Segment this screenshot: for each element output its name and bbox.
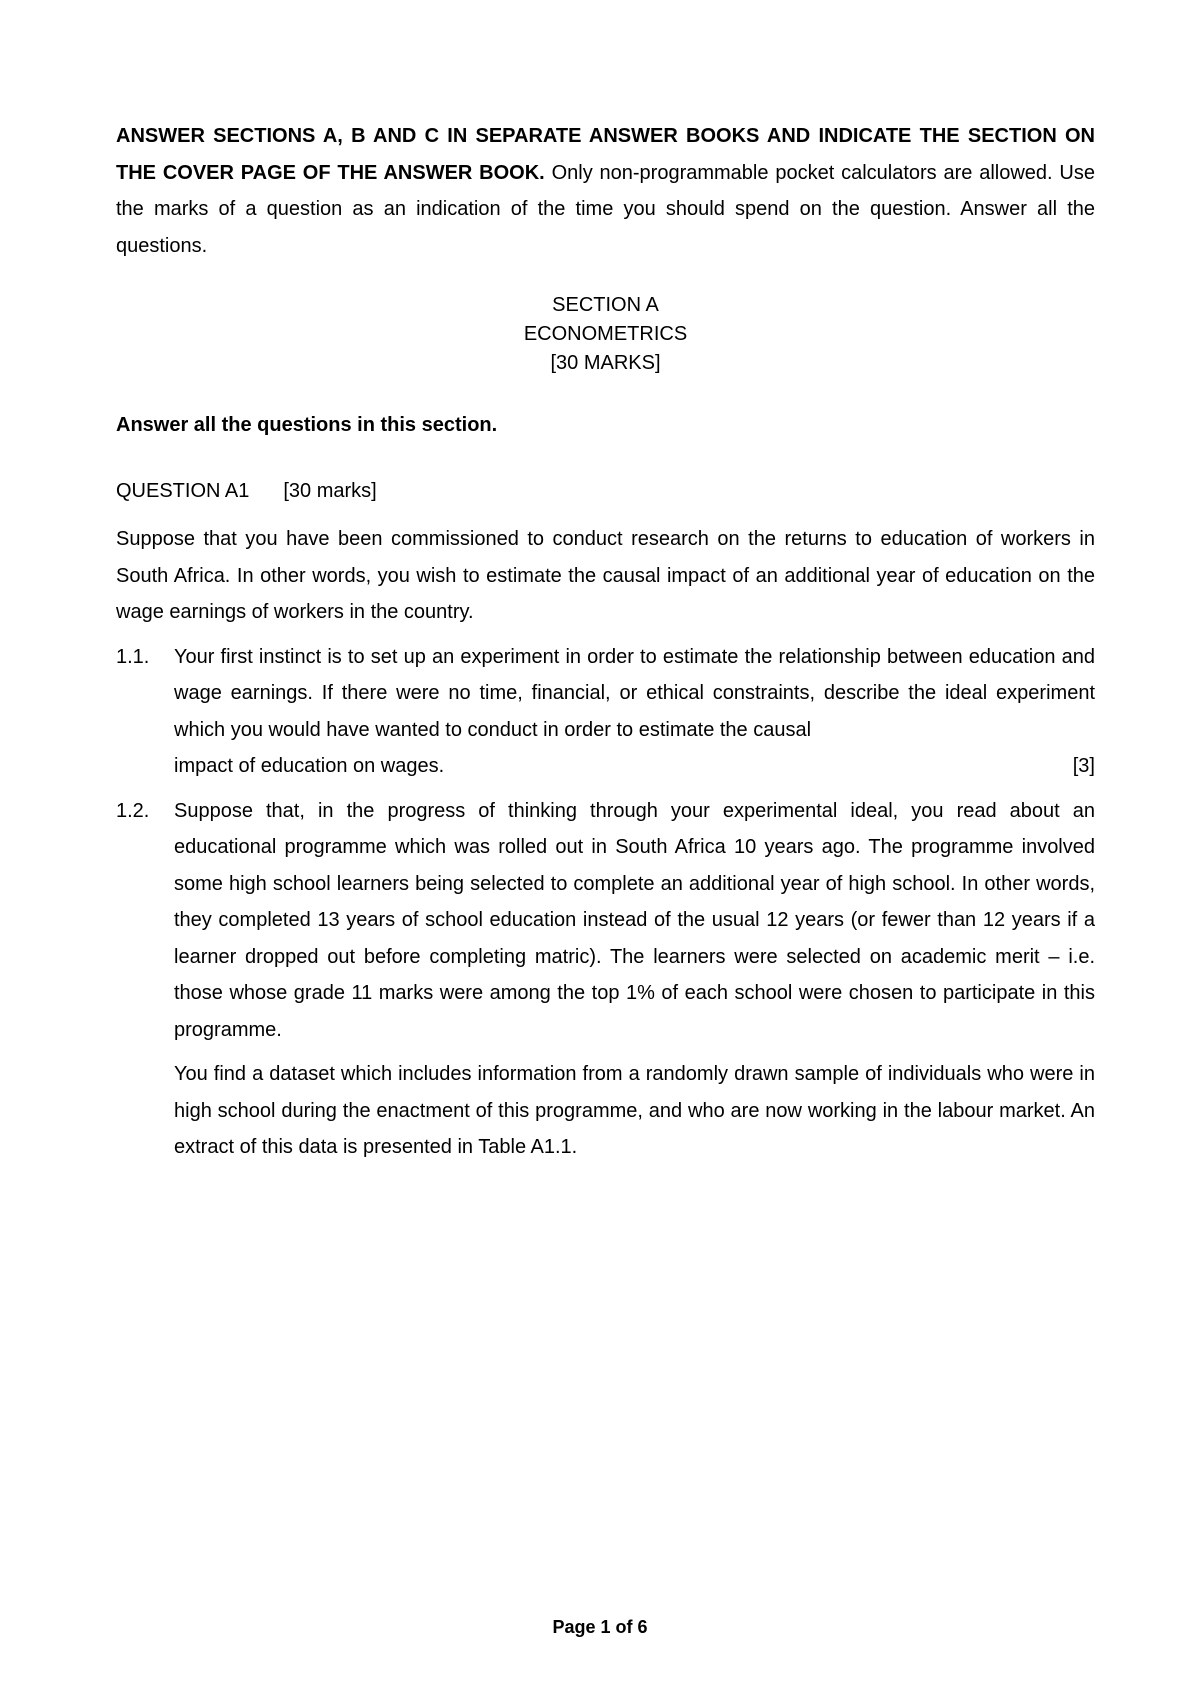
item-number: 1.2. [116,799,150,822]
question-item [116,639,1095,785]
section-subject: ECONOMETRICS [523,323,688,345]
item-body [174,639,1095,785]
item-marks: [3] [1072,755,1095,777]
item-number: 1.1. [116,645,150,668]
page-number: Page 1 of 6 [552,1617,648,1637]
item-body [174,793,1095,1166]
question-item [116,793,1095,1166]
question-heading [116,473,1095,510]
section-label: SECTION A [552,294,659,316]
instructions-regular-text: Only non-programmable pocket calculators are allowed. Use the marks of a question as an indication of the time you should spend on the question. Answer all the questions. [116,161,1095,257]
item-mark-line [174,748,1095,785]
item-paragraph: Suppose that, in the progress of thinking through your experimental ideal, you read about an educational programme which was rolled out in South Africa 10 years ago. The programme involved some high school learners being selected to complete an additional year of high school. In other words, they completed 13 years of school education instead of the usual 12 years (or fewer than 12 years if a learner dropped out before completing matric). The learners were selected on academic merit – i.e. those whose grade 11 marks were among the top 1% of each school were chosen to participate in this programme. [174,799,1095,1041]
instructions-bold-text: ANSWER SECTIONS A, B AND C IN SEPARATE ANSWER BOOKS AND INDICATE THE SECTION ON THE COVER PAGE OF THE ANSWER BOOK. [116,125,1095,184]
question-marks: [30 marks] [283,479,377,502]
question-intro: Suppose that you have been commissioned to conduct research on the returns to education of workers in South Africa. In other words, you wish to estimate the causal impact of an additional year of education on the wage earnings of workers in the country. [116,528,1095,623]
section-marks: [30 MARKS] [550,352,661,374]
item-paragraph: You find a dataset which includes information from a randomly drawn sample of individuals who were in high school during the enactment of this programme, and who are now working in the labour market. An extract of this data is presented in Table A1.1. [174,1063,1095,1158]
page-content [116,118,1095,1174]
item-text: Your first instinct is to set up an experiment in order to estimate the relationship between education and wage earnings. If there were no time, financial, or ethical constraints, describe the ideal experiment which you would have wanted to conduct in order to estimate the causal [174,645,1095,741]
question-number: QUESTION A1 [116,479,250,502]
item-last-line: impact of education on wages. [174,755,445,777]
section-heading [116,291,1095,378]
answer-all-instruction: Answer all the questions in this section. [116,414,498,436]
exam-instructions [116,118,1095,264]
